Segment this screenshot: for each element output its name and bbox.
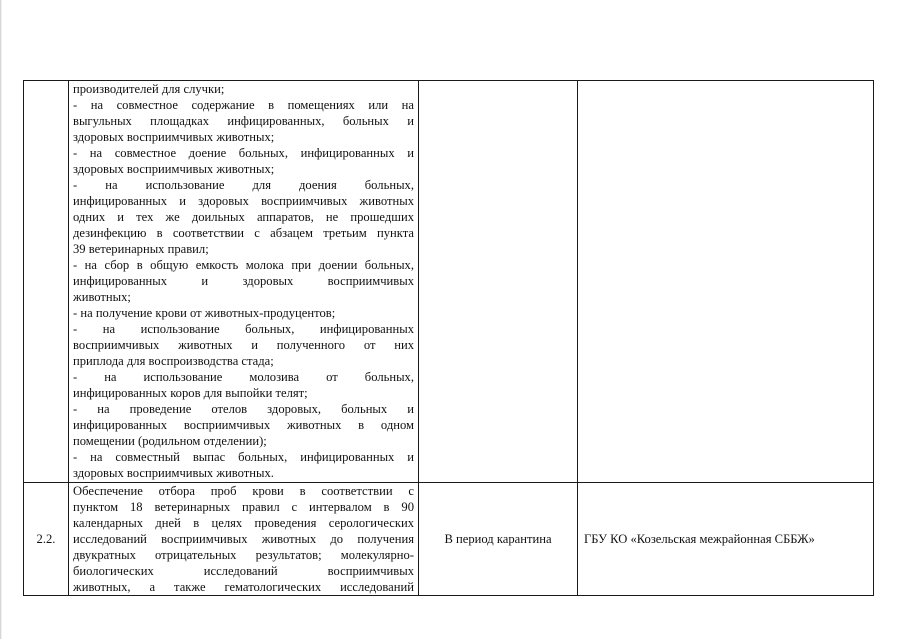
measure-description-text [73,81,414,481]
row-number-cell [24,81,69,483]
text-line: Обеспечение отбора проб крови в соответствии с [73,484,414,498]
text-line: календарных дней в целях проведения серологических [73,516,414,530]
responsible-cell [578,483,874,596]
text-line: здоровых восприимчивых животных; [73,130,275,144]
responsible-text: ГБУ КО «Козельская межрайонная СББЖ» [584,532,815,546]
text-line: инфицированных коров для выпойки телят; [73,386,308,400]
page-edge-shadow [0,0,2,639]
text-line: - на проведение отелов здоровых, больных и [73,402,414,416]
text-line: животных, а также гематологических исследований [73,580,414,594]
table-row [24,483,874,596]
text-line: - на получение крови от животных-продуцентов; [73,306,336,320]
text-line: - на совместное содержание в помещениях или на [73,98,414,112]
text-line: инфицированных восприимчивых животных в одном [73,418,414,432]
text-line: - на совместное доение больных, инфицированных и [73,146,414,160]
row-number-cell [24,483,69,596]
measures-table [23,80,874,596]
responsible-cell [578,81,874,483]
measure-description-cell [69,81,419,483]
text-line: - на использование больных, инфицированных [73,322,414,336]
text-line: двукратных отрицательных результатов; молекулярно- [73,548,414,562]
text-line: инфицированных и здоровых восприимчивых животных [73,194,414,208]
text-line: производителей для случки; [73,82,225,96]
text-line: исследований восприимчивых животных до получения [73,532,414,546]
text-line: - на сбор в общую емкость молока при доении больных, [73,258,414,272]
text-line: дезинфекцию в соответствии с абзацем третьим пункта [73,226,414,240]
text-line: выгульных площадках инфицированных, больных и [73,114,414,128]
text-line: 39 ветеринарных правил; [73,242,209,256]
text-line: одних и тех же доильных аппаратов, не прошедших [73,210,414,224]
text-line: - на использование для доения больных, [73,178,414,192]
table-row [24,81,874,483]
text-line: пунктом 18 ветеринарных правил с интервалом в 90 [73,500,414,514]
row-number: 2.2. [36,532,56,546]
period-cell [419,81,578,483]
text-line: здоровых восприимчивых животных; [73,162,275,176]
measure-description-cell [69,483,419,596]
text-line: помещении (родильном отделении); [73,434,267,448]
text-line: - на использование молозива от больных, [73,370,414,384]
period-text: В период карантина [444,532,552,546]
text-line: - на совместный выпас больных, инфицированных и [73,450,414,464]
text-line: инфицированных и здоровых восприимчивых [73,274,414,288]
text-line: здоровых восприимчивых животных. [73,466,274,480]
text-line: животных; [73,290,131,304]
text-line: восприимчивых животных и полученного от них [73,338,414,352]
period-cell [419,483,578,596]
measure-description-text [73,483,414,595]
text-line: приплода для воспроизводства стада; [73,354,274,368]
text-line: биологических исследований восприимчивых [73,564,414,578]
